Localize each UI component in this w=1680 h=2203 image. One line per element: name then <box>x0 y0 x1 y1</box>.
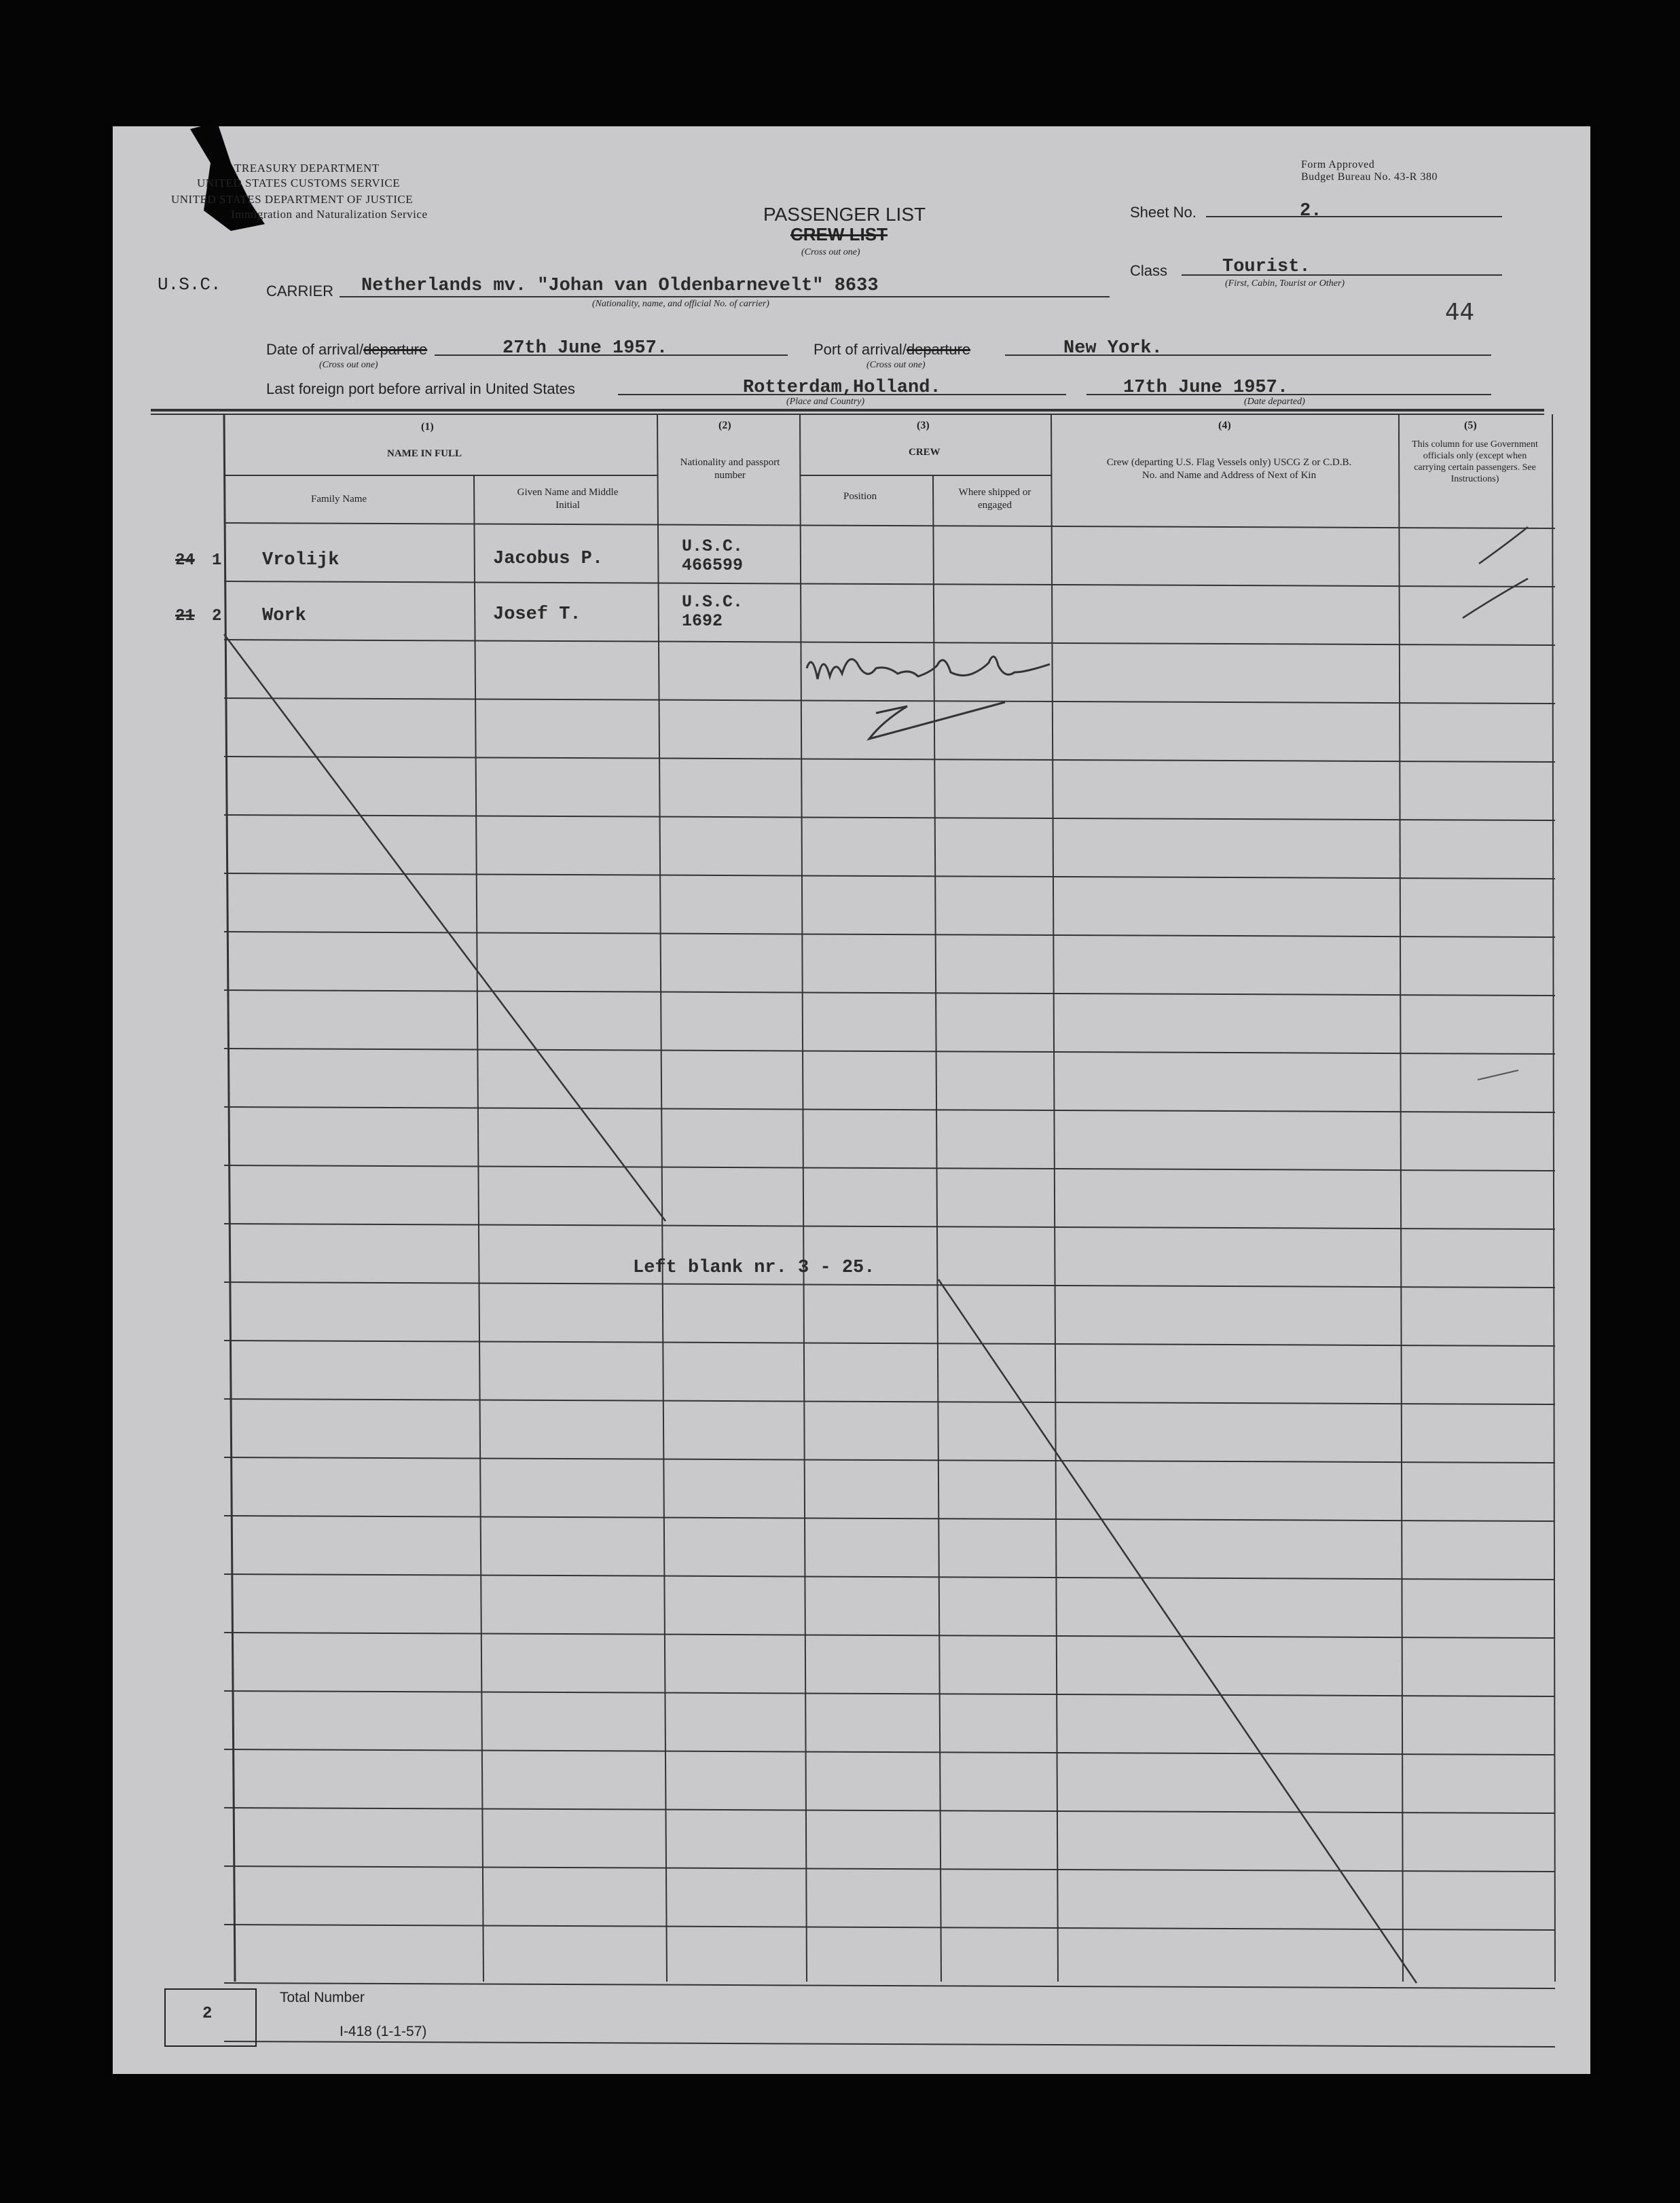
carrier-caption: (Nationality, name, and official No. of carrier) <box>592 299 769 309</box>
row1-left-mark: 24 <box>175 551 195 570</box>
form-title-crossed: CREW LIST <box>790 224 888 244</box>
col3-number: (3) <box>917 420 930 431</box>
agency-line-1: TREASURY DEPARTMENT <box>234 162 380 175</box>
row2-left-mark: 21 <box>175 607 195 625</box>
col1b-header: Given Name and Middle Initial <box>517 487 619 511</box>
table-row-rule <box>224 1224 1555 1229</box>
carrier-value: Netherlands mv. "Johan van Oldenbarnevelt" 8633 <box>361 276 879 296</box>
row1-nationality: U.S.C. <box>682 536 744 556</box>
carrier-label: CARRIER <box>266 283 334 299</box>
table-row-rule <box>224 1808 1555 1813</box>
date-struck: departure <box>363 341 428 358</box>
table-row-rule <box>224 1574 1555 1580</box>
row1-given-name: Jacobus P. <box>493 549 604 569</box>
date-caption: (Cross out one) <box>319 360 378 370</box>
usc-stamp: U.S.C. <box>158 274 221 295</box>
table-row-rule <box>224 815 1555 820</box>
departed-caption: (Date departed) <box>1244 397 1305 407</box>
col1-number: (1) <box>421 421 434 433</box>
row2-passport: 1692 <box>682 611 723 631</box>
port-struck: departure <box>906 341 971 358</box>
port-label-text: Port of arrival/ <box>814 341 907 358</box>
col1-title: NAME IN FULL <box>387 448 462 459</box>
col1a-header: Family Name <box>311 494 367 505</box>
class-value: Tourist. <box>1222 257 1311 277</box>
last-port-caption: (Place and Country) <box>786 397 865 407</box>
col3b-header: Where shipped or engaged <box>958 487 1031 511</box>
table-row-rule <box>224 1516 1555 1521</box>
table-row-rule <box>224 1633 1555 1638</box>
table-row-rule <box>224 1341 1555 1346</box>
row2-nationality: U.S.C. <box>682 592 744 612</box>
handwritten-page-number: 44 <box>1445 299 1475 326</box>
table-row-rule <box>224 1691 1555 1696</box>
table-row-rule <box>224 523 1555 528</box>
sheet-value: 2. <box>1300 201 1322 221</box>
form-title: PASSENGER LIST <box>763 204 926 225</box>
row2-family-name: Work <box>262 606 306 626</box>
port-caption: (Cross out one) <box>866 360 926 370</box>
table-row-rule <box>224 581 1555 587</box>
agency-line-3: UNITED STATES DEPARTMENT OF JUSTICE <box>171 193 414 206</box>
table-row-rule <box>224 1749 1555 1755</box>
table-row-rule <box>224 698 1555 704</box>
row2-given-name: Josef T. <box>493 604 581 625</box>
table-row-rule <box>224 1866 1555 1872</box>
table-row-rule <box>224 1925 1555 1930</box>
col4-number: (4) <box>1218 420 1231 431</box>
agency-line-2: UNITED STATES CUSTOMS SERVICE <box>197 177 401 189</box>
table-row-rule <box>224 1399 1555 1404</box>
col5-number: (5) <box>1464 420 1477 431</box>
sheet-label: Sheet No. <box>1130 204 1197 221</box>
agency-line-4: Immigration and Naturalization Service <box>231 208 428 221</box>
col3a-header: Position <box>843 491 877 502</box>
table-row-rule <box>224 757 1555 762</box>
table-row-rule <box>224 990 1555 996</box>
form-number: I-418 (1-1-57) <box>340 2024 427 2039</box>
last-port-label: Last foreign port before arrival in United States <box>266 380 575 397</box>
date-label-text: Date of arrival/ <box>266 341 364 358</box>
row1-passport: 466599 <box>682 556 744 575</box>
row1-number: 1 <box>212 551 222 570</box>
table-row-rule <box>224 1983 1555 1988</box>
table-row-rule <box>224 1165 1555 1171</box>
departed-value: 17th June 1957. <box>1123 378 1289 398</box>
row2-number: 2 <box>212 607 222 625</box>
arrival-date-value: 27th June 1957. <box>503 338 668 359</box>
col2-number: (2) <box>718 420 731 431</box>
title-caption: (Cross out one) <box>801 247 860 257</box>
table-row-rule <box>224 2041 1555 2047</box>
col2-header: Nationality and passport number <box>680 457 780 481</box>
table-row-rule <box>224 1107 1555 1112</box>
left-blank-note: Left blank nr. 3 - 25. <box>633 1258 875 1278</box>
row1-family-name: Vrolijk <box>262 550 340 570</box>
table-row-rule <box>224 932 1555 937</box>
class-caption: (First, Cabin, Tourist or Other) <box>1225 278 1345 289</box>
total-number-value: 2 <box>202 2005 213 2023</box>
table-row-rule <box>224 640 1555 645</box>
last-port-value: Rotterdam,Holland. <box>743 378 941 398</box>
table-row-rule <box>224 1049 1555 1054</box>
table-row-rule <box>224 1282 1555 1288</box>
form-approved: Form Approved <box>1301 159 1375 170</box>
col5-header: This column for use Government officials only (except when carrying certain passengers. See Instructions) <box>1412 439 1538 484</box>
port-value: New York. <box>1063 338 1163 359</box>
table-row-rule <box>224 1457 1555 1463</box>
budget-bureau: Budget Bureau No. 43-R 380 <box>1301 171 1438 183</box>
total-number-label: Total Number <box>280 1990 365 2005</box>
table-row-rule <box>224 873 1555 879</box>
class-label: Class <box>1130 262 1168 279</box>
col4-header: Crew (departing U.S. Flag Vessels only) USCG Z or C.D.B. No. and Name and Address of Next of Kin <box>1106 457 1352 481</box>
col3-title: CREW <box>909 447 941 458</box>
